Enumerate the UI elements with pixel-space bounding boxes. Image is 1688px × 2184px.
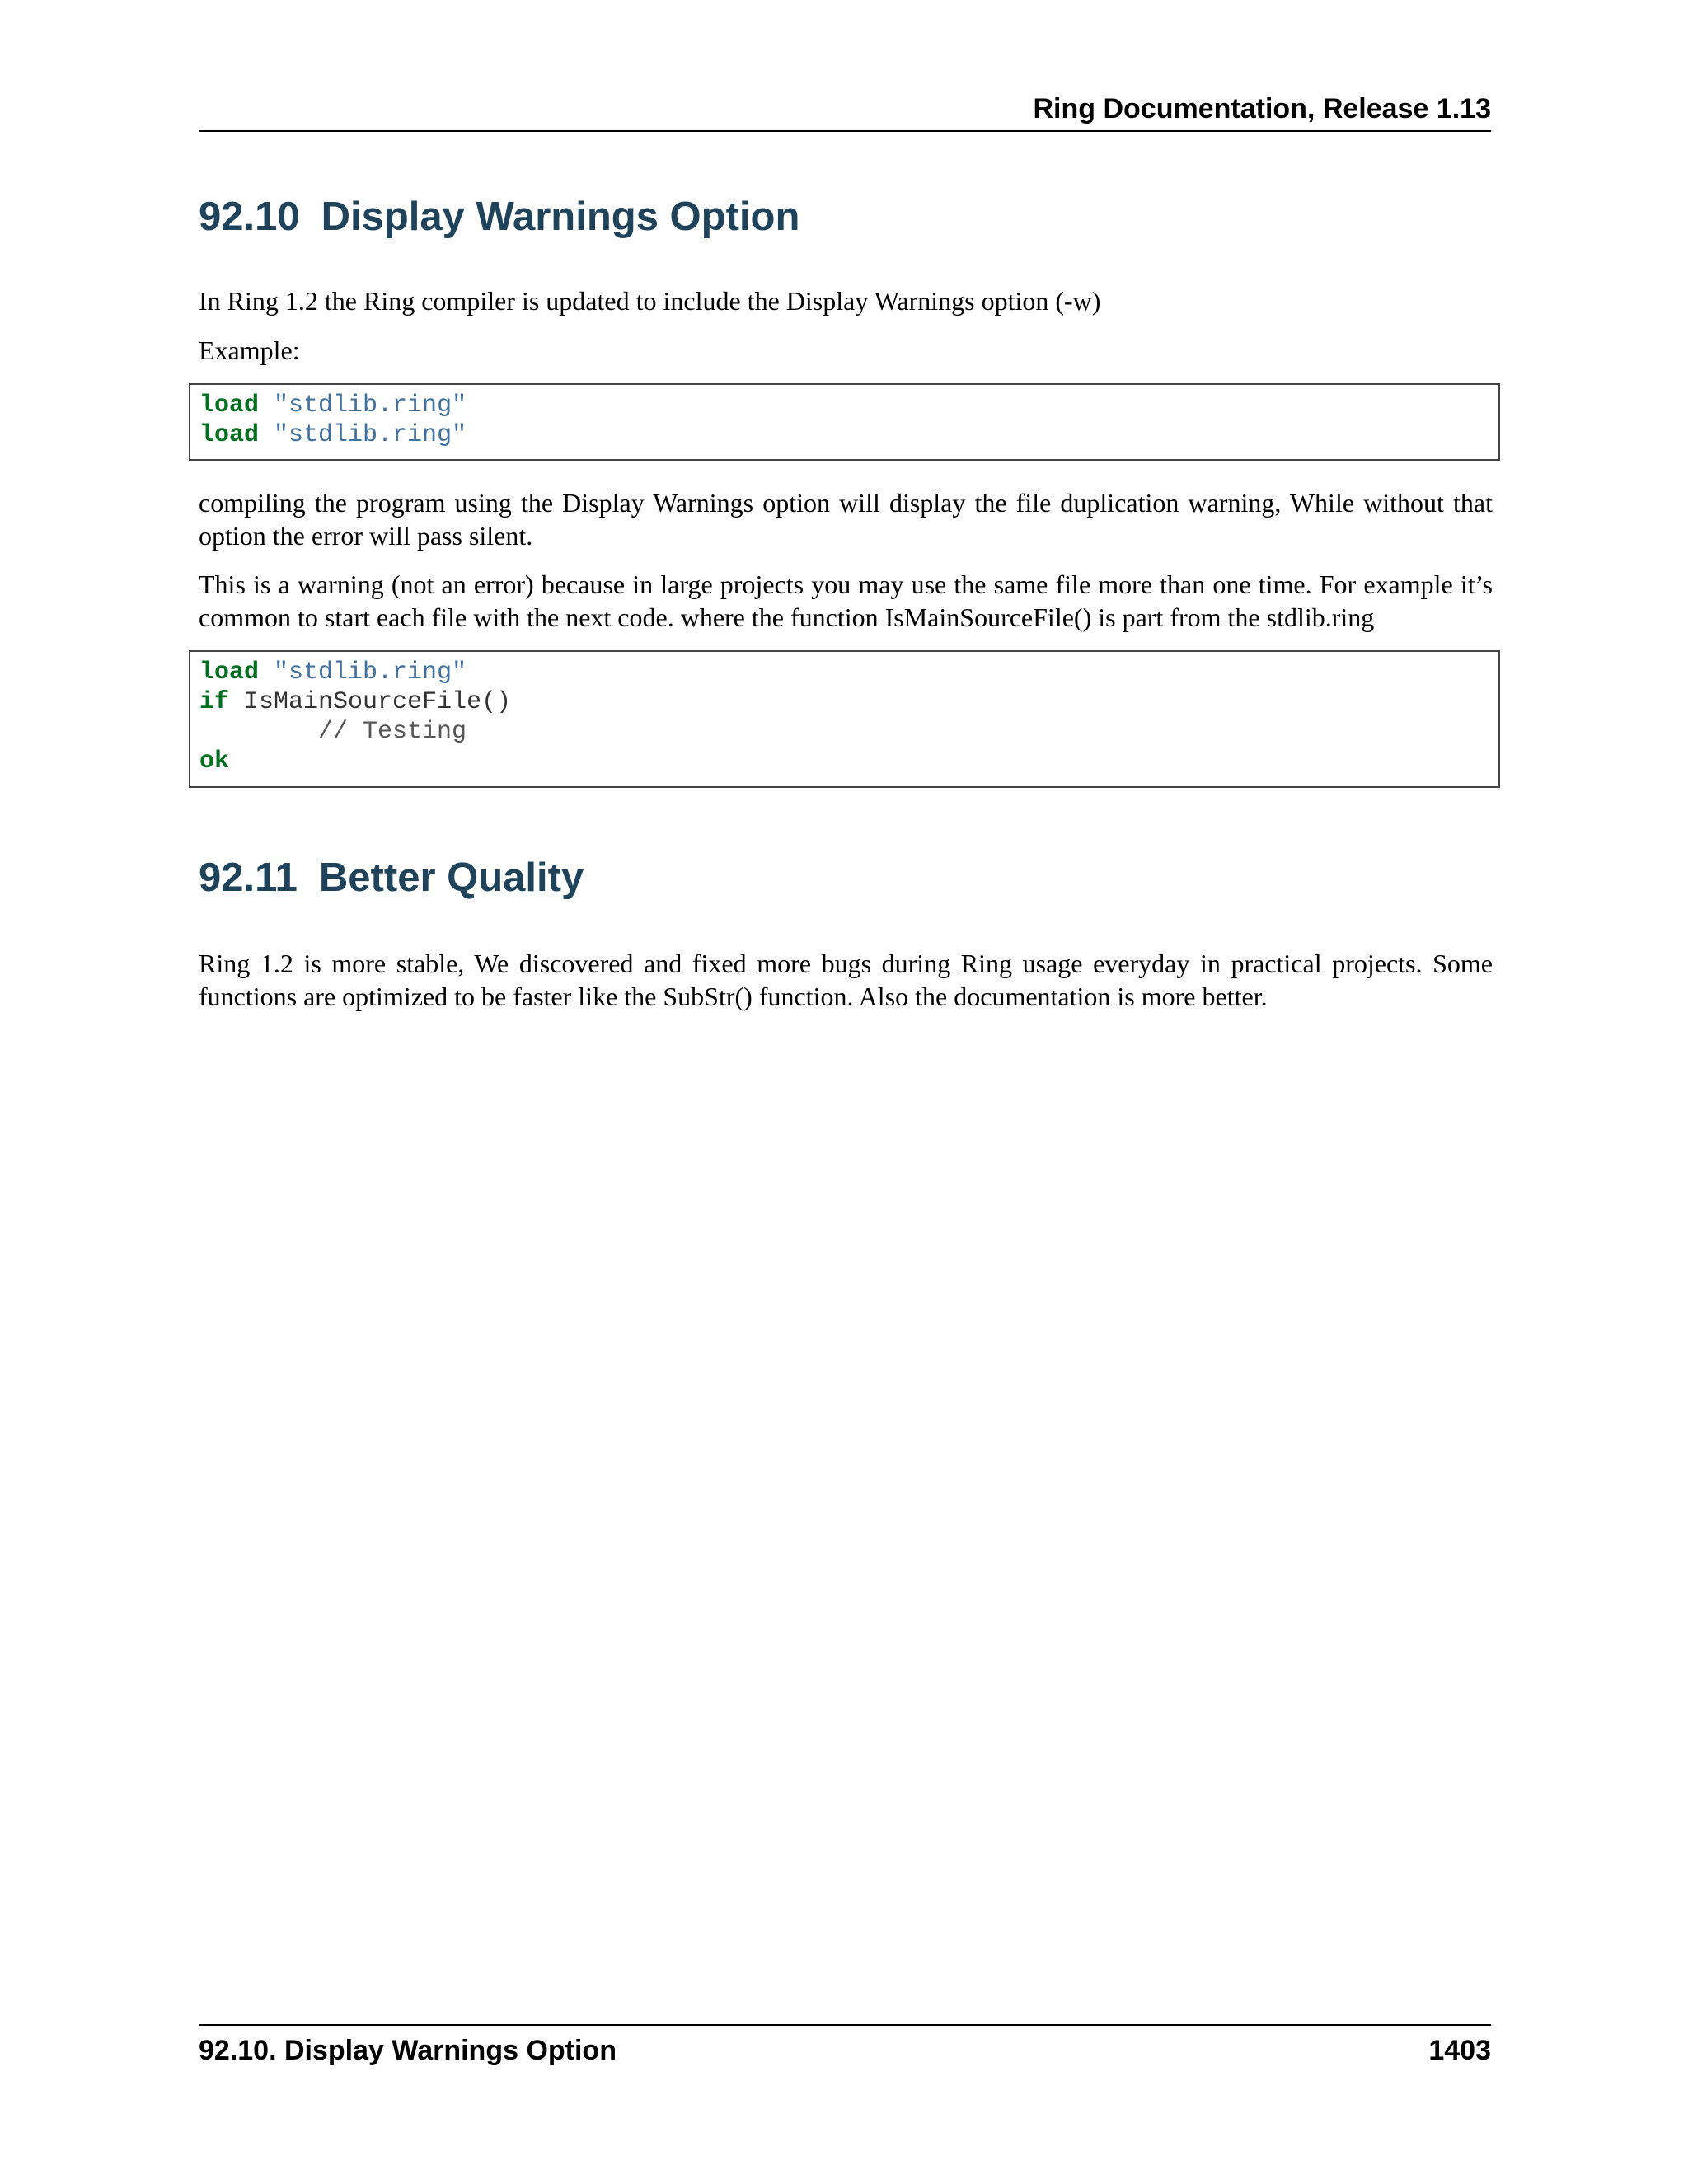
code-line xyxy=(199,391,1498,420)
code-block-main-source-check xyxy=(189,650,1500,788)
code-line xyxy=(199,658,1498,687)
section-number: 92.10 xyxy=(199,194,300,239)
code-string: "stdlib.ring" xyxy=(274,391,467,419)
code-keyword: if xyxy=(199,688,230,716)
section-title: Better Quality xyxy=(318,855,584,900)
better-quality-paragraph: Ring 1.2 is more stable, We discovered and fixed more bugs during Ring usage everyday in practical projects. Some functions are optimized to be faster like the SubStr() function. Also the documentation is more better. xyxy=(199,949,1493,1011)
section-number: 92.11 xyxy=(199,855,298,900)
large-projects-paragraph: This is a warning (not an error) because in large projects you may use the same file more than one time. For example it’s common to start each file with the next code. where the function IsMainSourceFile() is part from the stdlib.ring xyxy=(199,569,1493,632)
running-footer xyxy=(199,2024,1491,2067)
code-keyword: load xyxy=(199,421,260,449)
page-number: 1403 xyxy=(1428,2035,1491,2066)
document-title: Ring Documentation, Release 1.13 xyxy=(1033,93,1491,124)
running-header xyxy=(199,89,1491,132)
footer-section-title: 92.10. Display Warnings Option xyxy=(199,2035,617,2066)
code-block-duplicate-load xyxy=(189,383,1500,461)
warning-description-paragraph: compiling the program using the Display Warnings option will display the file duplication warning, While without that option the error will pass silent. xyxy=(199,488,1493,551)
code-line xyxy=(199,420,1498,450)
section-heading-better-quality xyxy=(199,853,584,902)
code-keyword: ok xyxy=(199,748,230,776)
code-line xyxy=(199,747,1498,776)
code-line xyxy=(199,687,1498,717)
intro-paragraph: In Ring 1.2 the Ring compiler is updated to include the Display Warnings option (-w) xyxy=(199,286,1101,316)
section-title: Display Warnings Option xyxy=(321,194,800,239)
code-keyword: load xyxy=(199,658,260,687)
code-keyword: load xyxy=(199,391,260,419)
code-comment: // Testing xyxy=(318,718,467,746)
code-line xyxy=(199,717,1498,747)
code-string: "stdlib.ring" xyxy=(274,421,467,449)
code-function-call: IsMainSourceFile() xyxy=(244,688,512,716)
example-label: Example: xyxy=(199,335,300,365)
section-heading-display-warnings xyxy=(199,192,799,241)
code-string: "stdlib.ring" xyxy=(274,658,467,687)
